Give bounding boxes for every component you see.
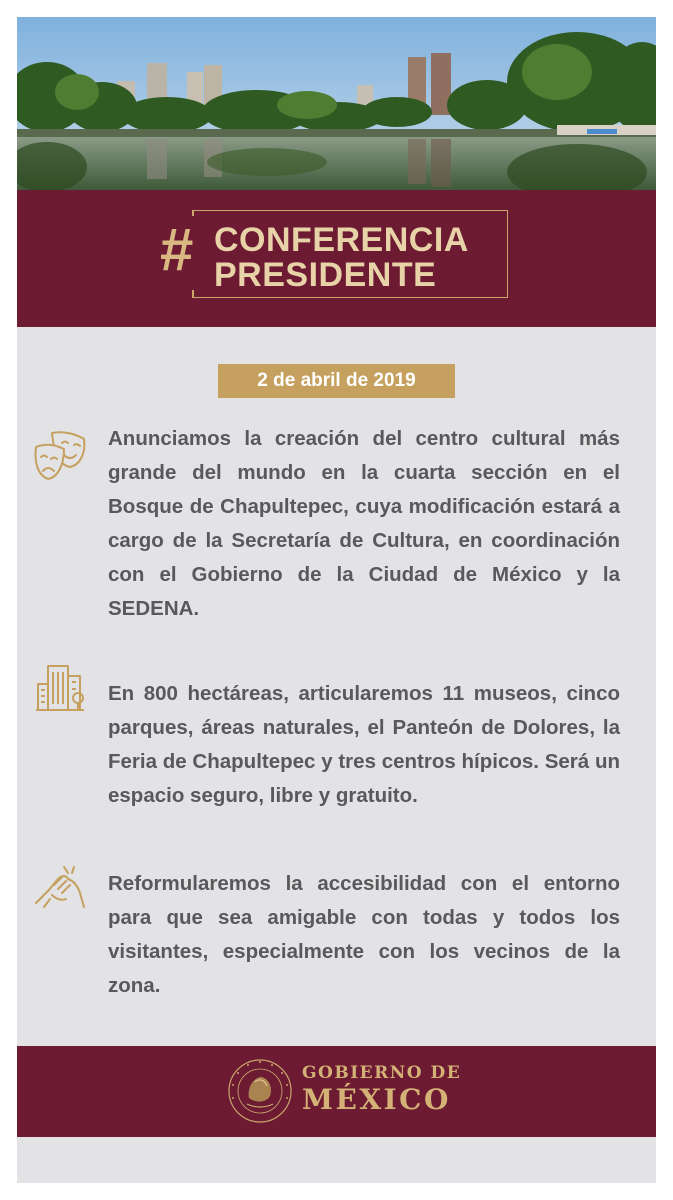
hashtag-title-line1: CONFERENCIA: [214, 221, 469, 259]
item-text-cultural-center: Anunciamos la creación del centro cultural más grande del mundo en la cuarta sección en el Bosque de Chapultepec, cuya modificación estará a cargo de la Secretaría de Cultura, en coordinación con el Gobierno de la Ciudad de México y la SEDENA.: [108, 427, 620, 620]
handshake-icon: [34, 863, 86, 918]
header-photo: [17, 17, 656, 190]
hashtag-title-line2: PRESIDENTE: [214, 256, 437, 294]
gov-line1: GOBIERNO DE: [302, 1063, 462, 1083]
item-text-accessibility: Reformularemos la accesibilidad con el entorno para que sea amigable con todas y todos los visitantes, especialmente con los vecinos de la zona.: [108, 872, 620, 997]
hashtag-title: [214, 223, 469, 293]
gov-line2: MÉXICO: [302, 1083, 451, 1116]
item-text-hectares: En 800 hectáreas, articularemos 11 museos, cinco parques, áreas naturales, el Panteón de Dolores, la Feria de Chapultepec y tres centros hípicos. Será un espacio seguro, libre y gratuito.: [108, 682, 620, 807]
coat-of-arms-seal: [227, 1058, 293, 1129]
hashtag-symbol: #: [160, 216, 194, 283]
government-footer: [17, 1046, 656, 1137]
government-of-mexico-logo-text: [302, 1062, 461, 1116]
theater-masks-icon: [32, 429, 90, 490]
city-buildings-icon: [36, 662, 84, 717]
banner-frame-corner: [192, 290, 194, 297]
date-badge: 2 de abril de 2019: [218, 364, 455, 398]
hashtag-banner: [17, 190, 656, 327]
infographic-card: [17, 17, 656, 1183]
